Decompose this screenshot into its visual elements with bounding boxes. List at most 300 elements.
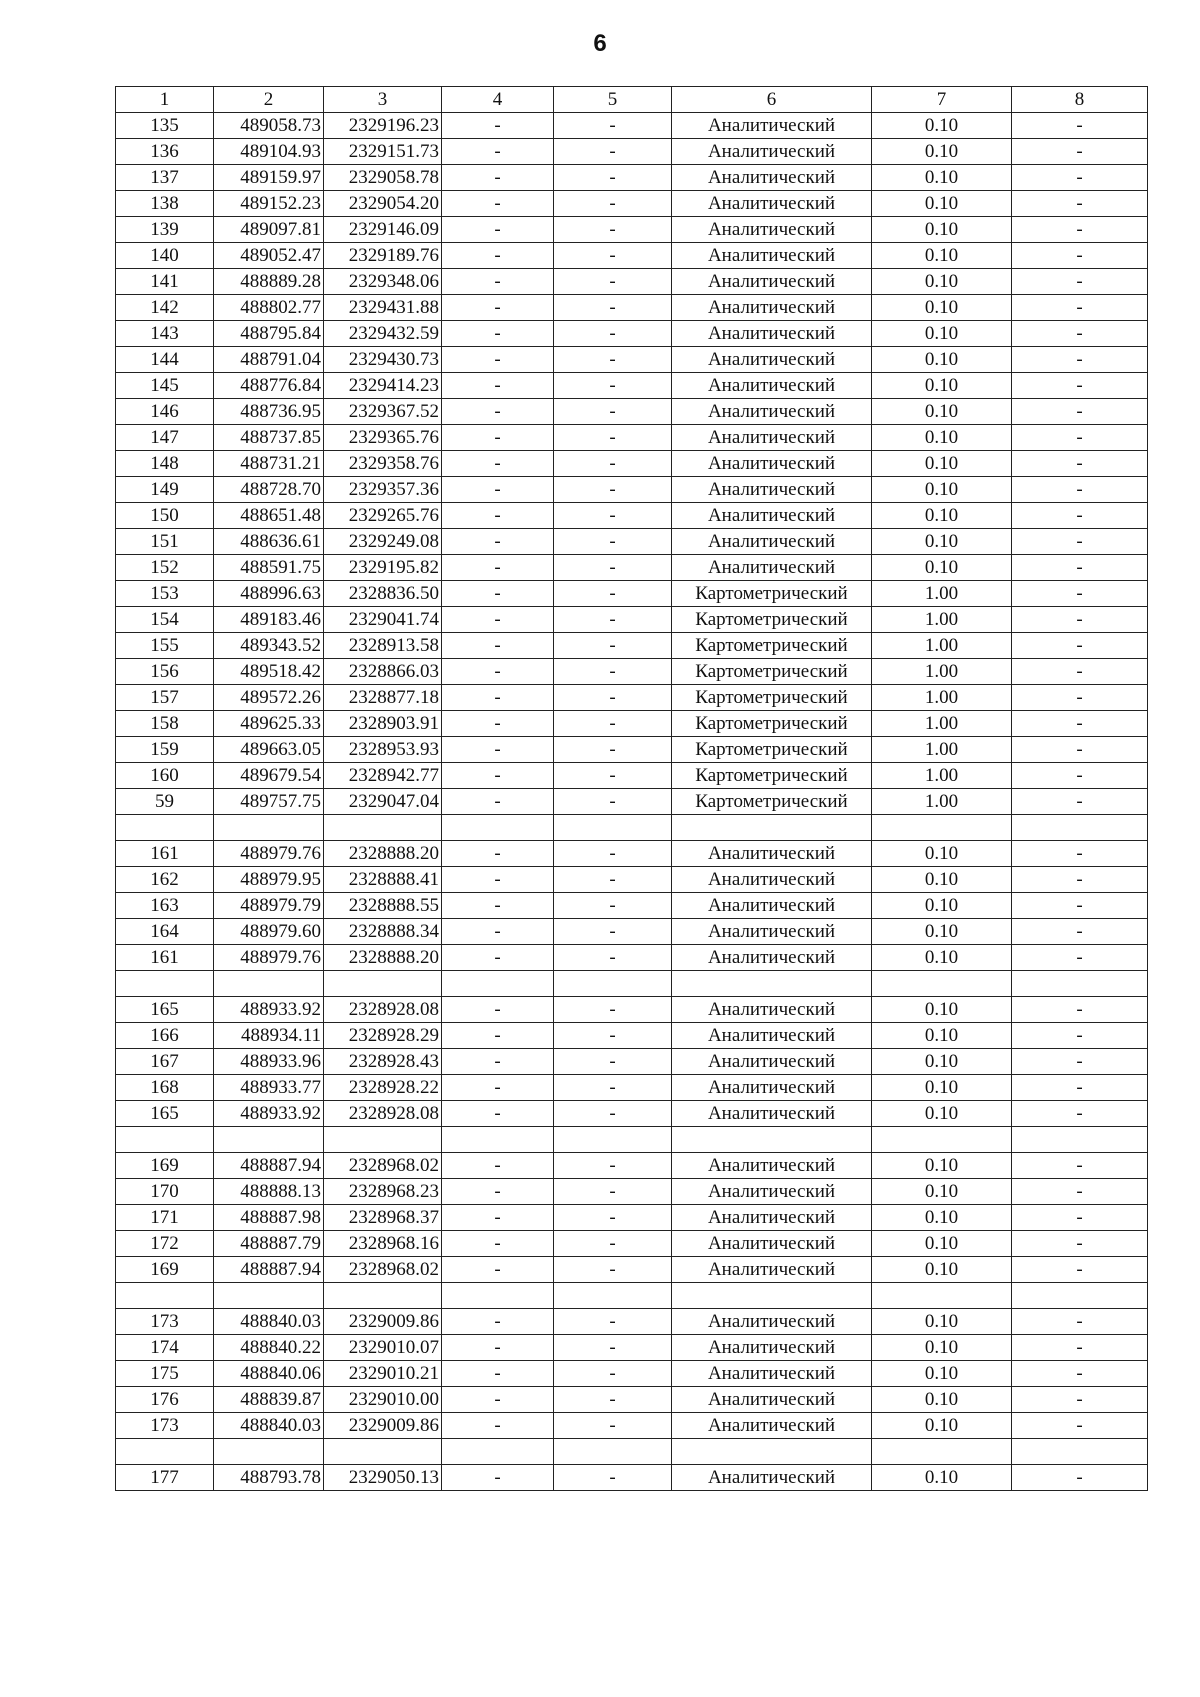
column-5-cell: - [554,607,672,633]
column-8-cell: - [1012,841,1148,867]
column-4-cell: - [442,1153,554,1179]
accuracy-cell: 0.10 [872,503,1012,529]
point-number-cell [116,815,214,841]
x-coordinate-cell [214,1127,324,1153]
column-5-cell: - [554,1049,672,1075]
method-cell: Аналитический [672,243,872,269]
column-4-cell: - [442,711,554,737]
point-number-cell: 147 [116,425,214,451]
column-4-cell: - [442,1387,554,1413]
accuracy-cell: 0.10 [872,1465,1012,1491]
y-coordinate-cell: 2329009.86 [324,1309,442,1335]
y-coordinate-cell [324,971,442,997]
y-coordinate-cell: 2329265.76 [324,503,442,529]
point-number-cell: 140 [116,243,214,269]
method-cell: Аналитический [672,841,872,867]
x-coordinate-cell: 488795.84 [214,321,324,347]
x-coordinate-cell: 488979.76 [214,945,324,971]
accuracy-cell [872,1283,1012,1309]
point-number-cell: 161 [116,945,214,971]
accuracy-cell [872,815,1012,841]
x-coordinate-cell: 488840.03 [214,1309,324,1335]
point-number-cell: 137 [116,165,214,191]
point-number-cell: 174 [116,1335,214,1361]
x-coordinate-cell [214,971,324,997]
y-coordinate-cell: 2328888.20 [324,841,442,867]
method-cell: Аналитический [672,503,872,529]
column-5-cell: - [554,711,672,737]
x-coordinate-cell: 489625.33 [214,711,324,737]
x-coordinate-cell: 489679.54 [214,763,324,789]
accuracy-cell: 0.10 [872,373,1012,399]
method-cell: Картометрический [672,711,872,737]
column-5-cell: - [554,1023,672,1049]
x-coordinate-cell: 488728.70 [214,477,324,503]
method-cell: Аналитический [672,1179,872,1205]
column-4-cell: - [442,581,554,607]
column-5-cell: - [554,1205,672,1231]
column-4-cell: - [442,1231,554,1257]
column-5-cell: - [554,1231,672,1257]
column-5-cell: - [554,347,672,373]
y-coordinate-cell: 2328968.16 [324,1231,442,1257]
accuracy-cell: 1.00 [872,633,1012,659]
point-number-cell: 165 [116,997,214,1023]
y-coordinate-cell: 2328928.43 [324,1049,442,1075]
column-8-cell: - [1012,269,1148,295]
point-number-cell: 154 [116,607,214,633]
column-5-cell: - [554,919,672,945]
y-coordinate-cell: 2329054.20 [324,191,442,217]
table-row [116,1361,1148,1387]
accuracy-cell: 0.10 [872,399,1012,425]
column-8-cell: - [1012,555,1148,581]
x-coordinate-cell: 488996.63 [214,581,324,607]
column-8-cell: - [1012,1335,1148,1361]
column-5-cell: - [554,789,672,815]
table-row [116,685,1148,711]
column-5-cell: - [554,945,672,971]
table-row [116,269,1148,295]
table-row [116,581,1148,607]
column-8-cell [1012,1439,1148,1465]
x-coordinate-cell: 488887.79 [214,1231,324,1257]
column-8-cell: - [1012,477,1148,503]
column-4-cell [442,971,554,997]
x-coordinate-cell [214,1283,324,1309]
method-cell: Аналитический [672,295,872,321]
point-number-cell: 170 [116,1179,214,1205]
table-row [116,1179,1148,1205]
column-5-cell: - [554,633,672,659]
column-8-cell: - [1012,1205,1148,1231]
y-coordinate-cell: 2329249.08 [324,529,442,555]
y-coordinate-cell: 2328928.08 [324,997,442,1023]
y-coordinate-cell: 2328942.77 [324,763,442,789]
table-row [116,425,1148,451]
table-row [116,503,1148,529]
method-cell: Картометрический [672,737,872,763]
point-number-cell: 152 [116,555,214,581]
column-8-cell: - [1012,503,1148,529]
point-number-cell: 165 [116,1101,214,1127]
y-coordinate-cell: 2329050.13 [324,1465,442,1491]
table-row [116,1127,1148,1153]
table-body [116,113,1148,1491]
y-coordinate-cell: 2328888.20 [324,945,442,971]
method-cell: Аналитический [672,165,872,191]
column-4-cell: - [442,477,554,503]
column-5-cell: - [554,269,672,295]
column-4-cell: - [442,1075,554,1101]
table-row [116,607,1148,633]
method-cell [672,1127,872,1153]
x-coordinate-cell: 488793.78 [214,1465,324,1491]
column-4-cell: - [442,893,554,919]
x-coordinate-cell: 488887.94 [214,1153,324,1179]
table-row [116,1101,1148,1127]
y-coordinate-cell: 2328953.93 [324,737,442,763]
y-coordinate-cell: 2329047.04 [324,789,442,815]
accuracy-cell: 0.10 [872,1153,1012,1179]
column-8-cell: - [1012,711,1148,737]
column-5-cell: - [554,451,672,477]
x-coordinate-cell: 488889.28 [214,269,324,295]
accuracy-cell: 0.10 [872,295,1012,321]
column-header: 5 [554,87,672,113]
column-4-cell: - [442,191,554,217]
column-4-cell: - [442,373,554,399]
column-4-cell: - [442,1179,554,1205]
column-4-cell [442,1283,554,1309]
point-number-cell [116,1127,214,1153]
y-coordinate-cell: 2329414.23 [324,373,442,399]
column-5-cell: - [554,425,672,451]
table-header-row [116,87,1148,113]
column-header: 8 [1012,87,1148,113]
column-5-cell: - [554,529,672,555]
accuracy-cell: 0.10 [872,113,1012,139]
table-row [116,139,1148,165]
column-5-cell: - [554,321,672,347]
x-coordinate-cell: 488651.48 [214,503,324,529]
column-5-cell [554,815,672,841]
point-number-cell: 176 [116,1387,214,1413]
column-8-cell: - [1012,243,1148,269]
column-8-cell: - [1012,217,1148,243]
method-cell: Аналитический [672,1465,872,1491]
point-number-cell: 148 [116,451,214,477]
accuracy-cell: 0.10 [872,1179,1012,1205]
page-number: 6 [593,30,607,57]
column-8-cell: - [1012,347,1148,373]
column-5-cell: - [554,737,672,763]
column-5-cell: - [554,399,672,425]
method-cell: Аналитический [672,113,872,139]
accuracy-cell: 0.10 [872,1309,1012,1335]
coordinates-table [115,86,1148,1491]
column-5-cell: - [554,581,672,607]
accuracy-cell: 0.10 [872,139,1012,165]
point-number-cell: 163 [116,893,214,919]
method-cell: Аналитический [672,1075,872,1101]
column-4-cell: - [442,1049,554,1075]
method-cell: Аналитический [672,347,872,373]
column-5-cell: - [554,1387,672,1413]
method-cell: Картометрический [672,763,872,789]
column-8-cell: - [1012,295,1148,321]
table-row [116,1049,1148,1075]
method-cell [672,815,872,841]
table-row [116,1309,1148,1335]
column-5-cell: - [554,1179,672,1205]
y-coordinate-cell: 2328968.02 [324,1257,442,1283]
column-8-cell: - [1012,1361,1148,1387]
column-8-cell: - [1012,945,1148,971]
table-row [116,1439,1148,1465]
column-8-cell: - [1012,529,1148,555]
table-row [116,737,1148,763]
column-4-cell: - [442,139,554,165]
method-cell: Аналитический [672,1231,872,1257]
table-row [116,1075,1148,1101]
accuracy-cell: 0.10 [872,945,1012,971]
y-coordinate-cell [324,815,442,841]
column-4-cell [442,1127,554,1153]
column-8-cell: - [1012,451,1148,477]
x-coordinate-cell [214,815,324,841]
column-8-cell: - [1012,919,1148,945]
x-coordinate-cell: 489058.73 [214,113,324,139]
method-cell: Картометрический [672,789,872,815]
column-4-cell: - [442,165,554,191]
x-coordinate-cell: 489159.97 [214,165,324,191]
point-number-cell [116,1439,214,1465]
accuracy-cell: 1.00 [872,737,1012,763]
method-cell: Аналитический [672,191,872,217]
y-coordinate-cell: 2328888.41 [324,867,442,893]
column-4-cell: - [442,555,554,581]
y-coordinate-cell: 2329009.86 [324,1413,442,1439]
y-coordinate-cell: 2329196.23 [324,113,442,139]
column-5-cell: - [554,477,672,503]
y-coordinate-cell: 2329432.59 [324,321,442,347]
accuracy-cell: 0.10 [872,321,1012,347]
table-row [116,113,1148,139]
column-5-cell: - [554,139,672,165]
method-cell [672,1283,872,1309]
method-cell: Аналитический [672,919,872,945]
column-4-cell: - [442,113,554,139]
accuracy-cell: 0.10 [872,269,1012,295]
method-cell: Аналитический [672,139,872,165]
x-coordinate-cell: 488776.84 [214,373,324,399]
accuracy-cell: 0.10 [872,477,1012,503]
table-row [116,971,1148,997]
accuracy-cell: 0.10 [872,425,1012,451]
x-coordinate-cell: 488791.04 [214,347,324,373]
method-cell: Аналитический [672,1257,872,1283]
x-coordinate-cell: 489152.23 [214,191,324,217]
point-number-cell: 164 [116,919,214,945]
accuracy-cell: 1.00 [872,659,1012,685]
column-8-cell: - [1012,737,1148,763]
x-coordinate-cell: 488802.77 [214,295,324,321]
method-cell: Аналитический [672,399,872,425]
column-5-cell: - [554,659,672,685]
column-4-cell: - [442,1309,554,1335]
table-row [116,1231,1148,1257]
table-row [116,1153,1148,1179]
column-4-cell: - [442,1257,554,1283]
column-8-cell [1012,815,1148,841]
accuracy-cell: 1.00 [872,581,1012,607]
column-8-cell [1012,971,1148,997]
table-row [116,1283,1148,1309]
point-number-cell: 156 [116,659,214,685]
point-number-cell: 158 [116,711,214,737]
accuracy-cell: 0.10 [872,191,1012,217]
method-cell: Аналитический [672,269,872,295]
column-4-cell: - [442,633,554,659]
y-coordinate-cell: 2329367.52 [324,399,442,425]
method-cell: Аналитический [672,1387,872,1413]
accuracy-cell: 0.10 [872,555,1012,581]
column-4-cell [442,1439,554,1465]
x-coordinate-cell: 488737.85 [214,425,324,451]
x-coordinate-cell: 489183.46 [214,607,324,633]
y-coordinate-cell: 2329431.88 [324,295,442,321]
point-number-cell: 168 [116,1075,214,1101]
x-coordinate-cell: 489518.42 [214,659,324,685]
y-coordinate-cell [324,1127,442,1153]
point-number-cell: 175 [116,1361,214,1387]
x-coordinate-cell: 489097.81 [214,217,324,243]
column-5-cell: - [554,1413,672,1439]
table-row [116,1335,1148,1361]
accuracy-cell: 0.10 [872,1075,1012,1101]
x-coordinate-cell: 488731.21 [214,451,324,477]
x-coordinate-cell [214,1439,324,1465]
table-row [116,191,1148,217]
method-cell: Картометрический [672,659,872,685]
x-coordinate-cell: 488887.94 [214,1257,324,1283]
column-5-cell: - [554,1153,672,1179]
y-coordinate-cell: 2329357.36 [324,477,442,503]
column-5-cell [554,971,672,997]
y-coordinate-cell: 2329430.73 [324,347,442,373]
column-4-cell: - [442,399,554,425]
column-5-cell: - [554,1075,672,1101]
method-cell: Аналитический [672,945,872,971]
point-number-cell: 162 [116,867,214,893]
method-cell: Аналитический [672,321,872,347]
accuracy-cell: 0.10 [872,1387,1012,1413]
point-number-cell: 159 [116,737,214,763]
table-row [116,893,1148,919]
accuracy-cell: 0.10 [872,841,1012,867]
method-cell: Аналитический [672,1361,872,1387]
column-8-cell: - [1012,607,1148,633]
y-coordinate-cell [324,1439,442,1465]
y-coordinate-cell: 2329041.74 [324,607,442,633]
column-4-cell: - [442,841,554,867]
column-4-cell: - [442,321,554,347]
column-5-cell: - [554,685,672,711]
x-coordinate-cell: 488979.76 [214,841,324,867]
x-coordinate-cell: 488979.95 [214,867,324,893]
y-coordinate-cell: 2328888.55 [324,893,442,919]
x-coordinate-cell: 489343.52 [214,633,324,659]
accuracy-cell: 0.10 [872,243,1012,269]
column-8-cell: - [1012,139,1148,165]
y-coordinate-cell: 2328928.22 [324,1075,442,1101]
table-row [116,841,1148,867]
accuracy-cell: 0.10 [872,997,1012,1023]
column-5-cell [554,1283,672,1309]
point-number-cell: 169 [116,1257,214,1283]
method-cell: Аналитический [672,1023,872,1049]
y-coordinate-cell: 2329146.09 [324,217,442,243]
column-4-cell: - [442,1335,554,1361]
point-number-cell: 157 [116,685,214,711]
method-cell: Аналитический [672,373,872,399]
column-5-cell [554,1127,672,1153]
column-8-cell: - [1012,659,1148,685]
table-row [116,165,1148,191]
column-8-cell [1012,1127,1148,1153]
method-cell: Аналитический [672,1335,872,1361]
method-cell: Картометрический [672,633,872,659]
x-coordinate-cell: 489757.75 [214,789,324,815]
column-8-cell: - [1012,685,1148,711]
point-number-cell: 155 [116,633,214,659]
accuracy-cell: 0.10 [872,1101,1012,1127]
y-coordinate-cell: 2328968.02 [324,1153,442,1179]
y-coordinate-cell: 2328866.03 [324,659,442,685]
x-coordinate-cell: 488840.06 [214,1361,324,1387]
point-number-cell: 144 [116,347,214,373]
column-8-cell: - [1012,165,1148,191]
column-4-cell: - [442,919,554,945]
method-cell: Картометрический [672,685,872,711]
accuracy-cell [872,1439,1012,1465]
point-number-cell [116,971,214,997]
accuracy-cell: 0.10 [872,451,1012,477]
method-cell: Аналитический [672,1049,872,1075]
column-4-cell: - [442,529,554,555]
column-8-cell: - [1012,373,1148,399]
table-row [116,1413,1148,1439]
table-row [116,477,1148,503]
column-8-cell: - [1012,191,1148,217]
column-8-cell: - [1012,997,1148,1023]
column-8-cell: - [1012,1465,1148,1491]
table-row [116,711,1148,737]
accuracy-cell: 0.10 [872,1231,1012,1257]
column-header: 6 [672,87,872,113]
column-5-cell: - [554,841,672,867]
column-4-cell: - [442,425,554,451]
accuracy-cell: 0.10 [872,1361,1012,1387]
column-8-cell: - [1012,1049,1148,1075]
x-coordinate-cell: 488636.61 [214,529,324,555]
method-cell: Аналитический [672,1205,872,1231]
point-number-cell: 166 [116,1023,214,1049]
point-number-cell: 135 [116,113,214,139]
column-8-cell [1012,1283,1148,1309]
table-row [116,1465,1148,1491]
